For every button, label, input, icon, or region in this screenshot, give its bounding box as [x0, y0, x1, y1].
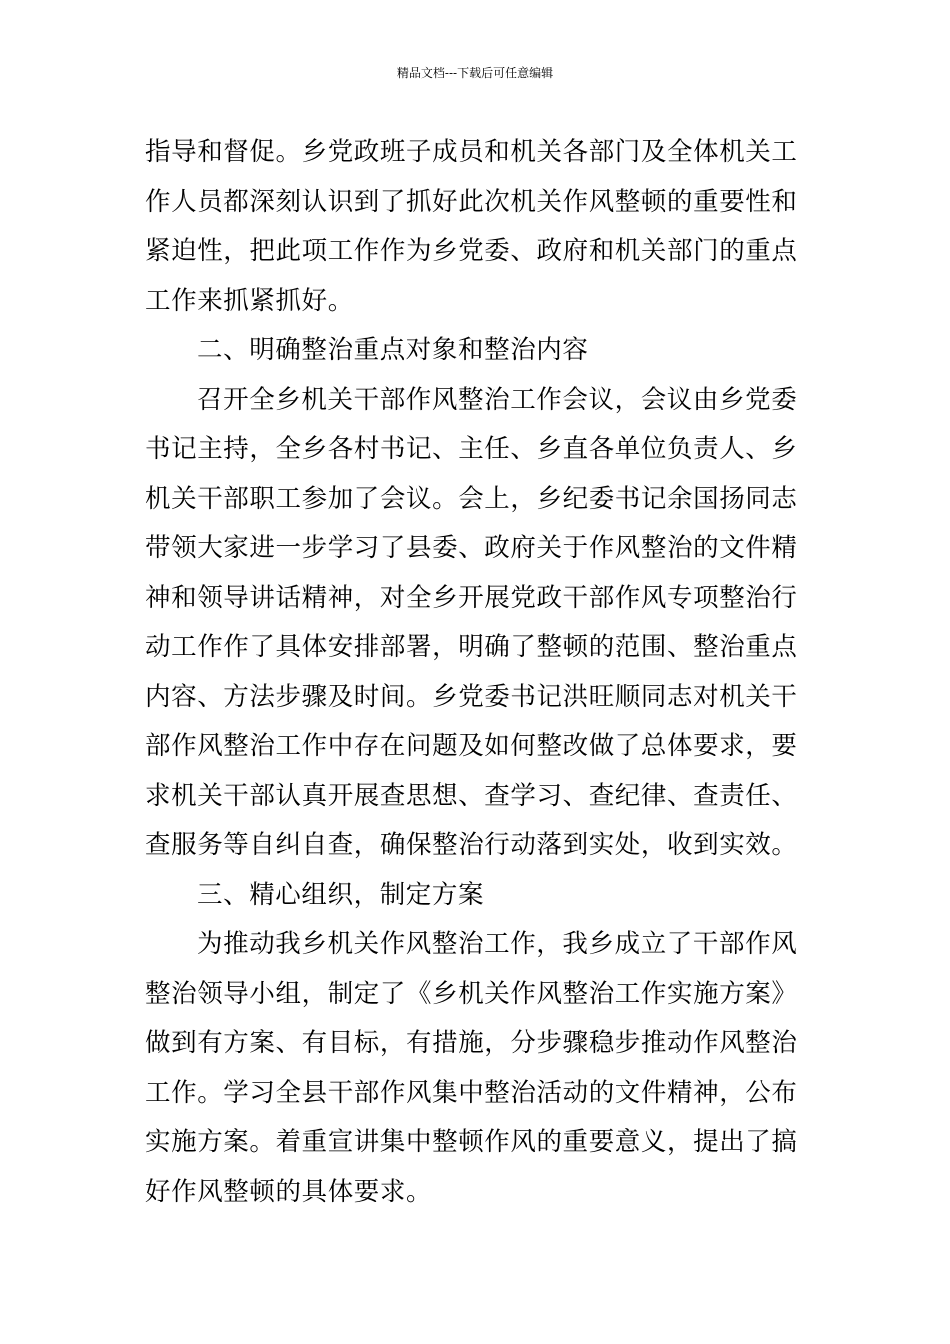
page-header: 精品文档---下载后可任意编辑 — [396, 66, 554, 80]
text-line: 召开全乡机关干部作风整治工作会议，会议由乡党委 — [197, 384, 798, 415]
text-line: 神和领导讲话精神，对全乡开展党政干部作风专项整治行 — [145, 582, 798, 613]
text-line: 整治领导小组，制定了《乡机关作风整治工作实施方案》 — [145, 978, 798, 1009]
text-line: 指导和督促。乡党政班子成员和机关各部门及全体机关工 — [145, 137, 798, 167]
text-line: 带领大家进一步学习了县委、政府关于作风整治的文件精 — [145, 533, 798, 563]
text-line: 紧迫性，把此项工作作为乡党委、政府和机关部门的重点 — [145, 236, 798, 266]
text-line: 内容、方法步骤及时间。乡党委书记洪旺顺同志对机关干 — [145, 681, 798, 712]
text-line: 好作风整顿的具体要求。 — [145, 1176, 433, 1207]
document-body — [145, 128, 807, 1217]
text-line: 求机关干部认真开展查思想、查学习、查纪律、查责任、 — [145, 780, 798, 811]
text-line: 做到有方案、有目标，有措施，分步骤稳步推动作风整治 — [145, 1028, 798, 1058]
section-heading: 三、精心组织，制定方案 — [197, 879, 485, 910]
text-line: 工作来抓紧抓好。 — [145, 285, 354, 316]
section-heading: 二、明确整治重点对象和整治内容 — [197, 335, 589, 365]
text-line: 为推动我乡机关作风整治工作，我乡成立了干部作风 — [197, 929, 798, 959]
text-line: 书记主持，全乡各村书记、主任、乡直各单位负责人、乡 — [145, 434, 798, 464]
text-line: 机关干部职工参加了会议。会上，乡纪委书记余国扬同志 — [145, 483, 798, 514]
text-line: 实施方案。着重宣讲集中整顿作风的重要意义，提出了搞 — [145, 1127, 798, 1157]
text-line: 查服务等自纠自查，确保整治行动落到实处，收到实效。 — [145, 830, 798, 860]
text-line: 部作风整治工作中存在问题及如何整改做了总体要求，要 — [145, 731, 798, 761]
text-line: 工作。学习全县干部作风集中整治活动的文件精神，公布 — [145, 1077, 798, 1108]
text-line: 作人员都深刻认识到了抓好此次机关作风整顿的重要性和 — [145, 186, 798, 217]
text-line: 动工作作了具体安排部署，明确了整顿的范围、整治重点 — [145, 632, 798, 662]
